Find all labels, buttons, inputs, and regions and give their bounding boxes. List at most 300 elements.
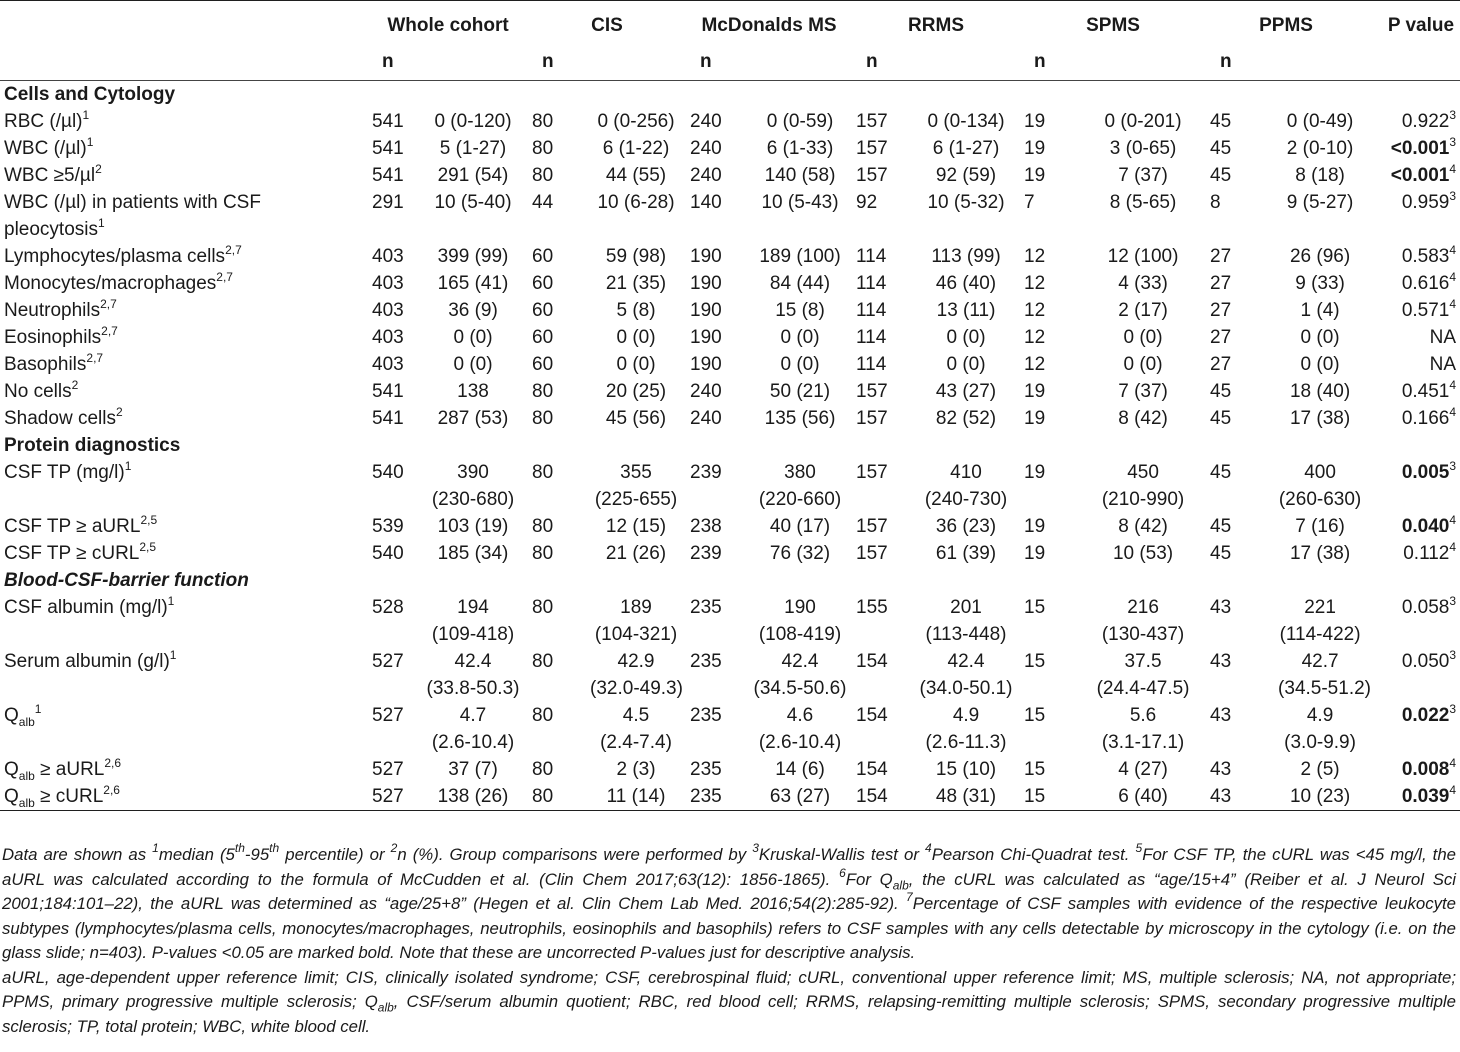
p-value-sup: 4 (1449, 242, 1457, 257)
n-cell: 80 (532, 651, 554, 672)
value-cell: 0 (0-256) (597, 111, 675, 132)
value-cell: 9 (33) (1295, 273, 1345, 294)
row-label-rest: ≥ cURL (34, 786, 104, 807)
p-value-sup: 3 (1449, 701, 1457, 716)
n-cell: 19 (1024, 543, 1046, 564)
row-label-text: Q (4, 759, 19, 780)
table-row (0, 405, 1460, 432)
value-cell: 0 (0) (946, 354, 986, 375)
n-cell: 240 (690, 165, 722, 186)
value-median: 221 (1304, 597, 1336, 618)
row-label-sup: 2 (115, 404, 123, 419)
value-cell: 21 (26) (605, 543, 667, 564)
row-label-sub: alb (18, 768, 35, 783)
value-cell: 7 (37) (1118, 381, 1168, 402)
value-cell: 10 (6-28) (597, 192, 675, 213)
n-cell: 539 (372, 516, 404, 537)
value-cell: 2 (5) (1300, 759, 1340, 780)
n-cell: 19 (1024, 138, 1046, 159)
row-label-text: Basophils (4, 354, 87, 375)
n-cell: 190 (690, 246, 722, 267)
n-cell: 157 (856, 381, 888, 402)
p-value-sup: 4 (1449, 539, 1457, 554)
n-cell: 235 (690, 759, 722, 780)
value-cell (1274, 594, 1366, 648)
value-median: 201 (950, 597, 982, 618)
n-cell: 15 (1024, 597, 1046, 618)
n-cell: 528 (372, 597, 404, 618)
value-cell (748, 594, 852, 648)
value-cell (748, 702, 852, 756)
value-median: 390 (457, 462, 489, 483)
value-cell (1274, 702, 1366, 756)
header-blank (418, 50, 528, 81)
row-label-sub: alb (18, 795, 35, 810)
value-range: (260-630) (1278, 489, 1362, 510)
p-value-text: NA (1429, 354, 1457, 375)
row-label-eos (0, 324, 368, 351)
table-row (0, 162, 1460, 189)
row-label-rest: ≥ aURL (34, 759, 105, 780)
value-cell: 4 (27) (1118, 759, 1168, 780)
n-cell: 80 (528, 783, 586, 811)
value-cell: 135 (56) (764, 408, 836, 429)
n-cell: 15 (1020, 783, 1080, 811)
n-cell: 45 (1210, 408, 1232, 429)
value-median: 216 (1127, 597, 1159, 618)
value-cell: 5 (8) (616, 300, 656, 321)
row-label-sup: 1 (98, 215, 105, 230)
value-median: 4.7 (459, 705, 487, 726)
value-cell: 43 (27) (935, 381, 997, 402)
value-cell: 76 (32) (769, 543, 831, 564)
value-cell: 6 (1-27) (932, 138, 1000, 159)
value-cell: 0 (0) (946, 327, 986, 348)
n-cell: 140 (690, 192, 722, 213)
row-label-baso (0, 351, 368, 378)
row-label-seralb (0, 648, 368, 702)
row-label-sup: 2,7 (101, 323, 118, 338)
n-cell: 240 (690, 138, 722, 159)
value-cell: 61 (39) (935, 543, 997, 564)
p-value-mono (1366, 270, 1460, 297)
p-value-text: <0.001 (1390, 165, 1450, 186)
p-value-text: 0.571 (1401, 300, 1450, 321)
p-value-tp (1366, 459, 1460, 513)
value-cell (1080, 459, 1206, 513)
value-cell: 21 (35) (605, 273, 667, 294)
value-range: (225-655) (594, 489, 678, 510)
value-cell: 0 (0) (1300, 327, 1340, 348)
value-range: (114-422) (1279, 624, 1361, 645)
p-value-text: 0.959 (1401, 192, 1450, 213)
footnote-methods: Data are shown as $^1$median (5th-95th percentile) or $^2$n (%). Group comparisons were performed by $^3$Kruskal-Wallis test or $^4$Pearson Chi-Quadrat test. $^5$For CSF TP, the cURL was <45 mg/l, the aURL was calculated according to the formula of McCudden et al. (Clin Chem 2017;63(12): 1856-1865). $^6$For $Q_{alb}$, the cURL was calculated as “age/15+4” (Reiber et al. J Neurol Sci 2001;184:101–22), the aURL was determined as “age/25+8” (Hegen et al. Clin Chem Lab Med. 2016;54(2):285-92). $^7$Percentage of CSF samples with evidence of the respective leukocyte subtypes (lymphocytes/plasma cells, monocytes/macrophages, neutrophils, eosinophils and basophils) refers to CSF samples with any cells detectable by microscopy in the cytology (i.e. on the glass slide; n=403). P-values <0.05 are marked bold. Note that these are uncorrected P-values just for descriptive analysis. (2, 841, 1457, 962)
row-label-sup: 2,5 (139, 539, 157, 554)
row-label-sub: alb (18, 714, 35, 729)
value-cell: 287 (53) (437, 408, 509, 429)
value-range: (2.4-7.4) (600, 732, 672, 753)
value-cell: 7 (37) (1118, 165, 1168, 186)
n-cell: 15 (1024, 759, 1046, 780)
row-label-sup: 1 (167, 593, 175, 608)
value-cell: 8 (42) (1118, 516, 1168, 537)
header-n: n (686, 50, 748, 81)
n-cell: 403 (372, 246, 404, 267)
row-label-sup: 1 (169, 647, 177, 662)
value-range: (109-418) (431, 624, 515, 645)
n-cell: 238 (690, 516, 722, 537)
p-value-text: 0.166 (1401, 408, 1450, 429)
value-range: (2.6-10.4) (758, 732, 842, 753)
value-cell: 63 (27) (748, 783, 852, 811)
p-value-sup: 4 (1449, 782, 1457, 797)
value-cell (748, 459, 852, 513)
n-cell: 12 (1024, 327, 1046, 348)
p-value-wbcp (1366, 189, 1460, 243)
row-label-sup: 2 (71, 377, 79, 392)
value-range: (130-437) (1101, 624, 1185, 645)
row-label-text: CSF TP ≥ cURL (4, 543, 140, 564)
value-cell: 6 (40) (1080, 783, 1206, 811)
n-cell: 154 (852, 783, 912, 811)
value-cell: 0 (0-120) (434, 111, 512, 132)
row-label-sup: 1 (82, 107, 90, 122)
row-label-sup: 1 (86, 134, 94, 149)
value-cell (912, 702, 1020, 756)
n-cell: 15 (1024, 705, 1046, 726)
footnote-abbreviations: aURL, age-dependent upper reference limit; CIS, clinically isolated syndrome; CSF, cerebrospinal fluid; cURL, conventional upper reference limit; MS, multiple sclerosis; NA, not appropriate; PPMS, primary progressive multiple sclerosis; $Q_{alb}$, CSF/serum albumin quotient; RBC, red blood cell; RRMS, relapsing-remitting multiple sclerosis; SPMS, secondary progressive multiple sclerosis; TP, total protein; WBC, white blood cell. (2, 967, 1456, 1036)
n-cell: 12 (1024, 354, 1046, 375)
value-range: (220-660) (758, 489, 842, 510)
p-value-eos (1366, 324, 1460, 351)
n-cell: 235 (690, 597, 722, 618)
table-row (0, 648, 1460, 702)
value-cell (1080, 594, 1206, 648)
table-row (0, 135, 1460, 162)
n-cell: 45 (1210, 462, 1232, 483)
row-label-text: Eosinophils (4, 327, 102, 348)
n-cell: 190 (690, 327, 722, 348)
value-cell: 37 (7) (448, 759, 498, 780)
n-cell: 45 (1210, 543, 1232, 564)
row-label-tpa (0, 513, 368, 540)
n-cell: 154 (856, 651, 888, 672)
n-cell: 19 (1024, 408, 1046, 429)
header-blank (1080, 50, 1206, 81)
header-group-3: McDonalds MS (686, 1, 852, 51)
value-cell: 44 (55) (605, 165, 667, 186)
n-cell: 240 (690, 381, 722, 402)
value-cell: 36 (9) (448, 300, 498, 321)
table-row (0, 297, 1460, 324)
p-value-neut (1366, 297, 1460, 324)
header-n: n (852, 50, 912, 81)
n-cell: 45 (1210, 381, 1232, 402)
value-cell: 14 (6) (775, 759, 825, 780)
value-cell (912, 459, 1020, 513)
value-cell: 2 (3) (616, 759, 656, 780)
p-value-shadow (1366, 405, 1460, 432)
n-cell: 541 (372, 111, 404, 132)
p-value-sup: 4 (1449, 296, 1457, 311)
n-cell: 60 (532, 273, 554, 294)
p-value-qalb (1366, 702, 1460, 756)
row-label-sup: 2,7 (100, 296, 117, 311)
n-cell: 80 (532, 111, 554, 132)
p-value-baso (1366, 351, 1460, 378)
row-label-sup: 1 (124, 458, 132, 473)
n-cell: 235 (690, 705, 722, 726)
p-value-wbc (1366, 135, 1460, 162)
n-cell: 19 (1024, 462, 1046, 483)
n-cell: 60 (532, 300, 554, 321)
n-cell: 80 (532, 462, 554, 483)
row-label-sup: 2,7 (216, 269, 233, 284)
value-cell: 11 (14) (586, 783, 686, 811)
n-cell: 27 (1210, 354, 1232, 375)
n-cell: 27 (1210, 273, 1232, 294)
value-median: 4.6 (786, 705, 814, 726)
row-label-text: WBC (/µl) (4, 138, 87, 159)
row-label-lymph (0, 243, 368, 270)
n-cell: 7 (1024, 192, 1035, 213)
n-cell: 60 (532, 327, 554, 348)
n-cell: 154 (856, 705, 888, 726)
n-cell: 12 (1024, 246, 1046, 267)
value-range: (34.5-51.2) (1278, 678, 1371, 699)
table-row (0, 783, 1460, 811)
value-cell: 10 (5-43) (761, 192, 839, 213)
row-label-sup: 2,6 (103, 782, 120, 797)
n-cell: 403 (372, 354, 404, 375)
p-value-tpa (1366, 513, 1460, 540)
n-cell: 27 (1210, 246, 1232, 267)
n-cell: 44 (532, 192, 554, 213)
n-cell: 235 (686, 783, 748, 811)
row-label-wbcp (0, 189, 368, 243)
n-cell: 190 (690, 300, 722, 321)
row-label-tpc (0, 540, 368, 567)
n-cell: 239 (690, 462, 722, 483)
row-label-shadow (0, 405, 368, 432)
row-label-sup: 2,6 (104, 755, 122, 770)
value-cell: 82 (52) (935, 408, 997, 429)
row-label-sup: 2 (95, 161, 102, 176)
value-median: 190 (784, 597, 816, 618)
n-cell: 527 (372, 705, 404, 726)
value-range: (240-730) (924, 489, 1008, 510)
header-group-2: CIS (528, 1, 686, 51)
header-blank (1366, 50, 1460, 81)
value-cell: 8 (5-65) (1109, 192, 1177, 213)
p-value-sup: 4 (1449, 404, 1457, 419)
value-median: 37.5 (1124, 651, 1162, 672)
n-cell: 114 (856, 354, 887, 375)
value-cell (912, 594, 1020, 648)
value-range: (104-321) (594, 624, 678, 645)
section-barrier-function: Blood-CSF-barrier function (4, 570, 249, 591)
n-cell: 27 (1210, 327, 1232, 348)
p-value-text: 0.058 (1401, 597, 1450, 618)
table-row (0, 594, 1460, 648)
value-cell (912, 648, 1020, 702)
n-cell: 45 (1210, 138, 1232, 159)
value-cell: 2 (0-10) (1286, 138, 1354, 159)
value-cell: 13 (11) (936, 300, 996, 321)
n-cell: 541 (372, 138, 404, 159)
p-value-text: 0.050 (1401, 651, 1450, 672)
row-label-text: Shadow cells (4, 408, 116, 429)
value-cell: 15 (10) (935, 759, 997, 780)
header-n: n (368, 50, 418, 81)
value-cell: 5 (1-27) (439, 138, 507, 159)
table-row (0, 189, 1460, 243)
n-cell: 80 (532, 165, 554, 186)
row-label-text: Q (4, 705, 19, 726)
n-cell: 114 (856, 327, 887, 348)
n-cell: 240 (690, 408, 722, 429)
p-value-sup: 3 (1449, 134, 1457, 149)
value-cell (418, 648, 528, 702)
n-cell: 80 (532, 381, 554, 402)
n-cell: 80 (532, 759, 554, 780)
table-row (0, 351, 1460, 378)
n-cell: 43 (1210, 759, 1232, 780)
value-cell (1080, 702, 1206, 756)
p-value-qa (1366, 756, 1460, 783)
n-cell: 235 (690, 651, 722, 672)
n-cell: 19 (1024, 111, 1046, 132)
p-value-text: 0.040 (1401, 516, 1450, 537)
value-cell: 10 (5-32) (927, 192, 1005, 213)
row-label-wbc5 (0, 162, 368, 189)
header-blank (586, 50, 686, 81)
value-range: (108-419) (758, 624, 842, 645)
value-range: (230-680) (431, 489, 515, 510)
value-median: 42.4 (454, 651, 492, 672)
value-cell: 3 (0-65) (1109, 138, 1177, 159)
value-cell: 7 (16) (1295, 516, 1345, 537)
p-value-qc (1366, 783, 1460, 811)
n-cell: 157 (856, 516, 888, 537)
header-blank (0, 1, 368, 51)
n-cell: 403 (372, 327, 404, 348)
row-label-text: No cells (4, 381, 72, 402)
n-cell: 43 (1210, 597, 1232, 618)
value-cell (1080, 648, 1206, 702)
value-cell: 0 (0) (780, 354, 820, 375)
n-cell: 19 (1024, 165, 1046, 186)
n-cell: 60 (532, 354, 554, 375)
value-cell: 0 (0) (616, 327, 656, 348)
row-label-qc (0, 783, 368, 811)
n-cell: 157 (856, 462, 888, 483)
value-median: 380 (784, 462, 816, 483)
n-cell: 114 (856, 246, 887, 267)
value-cell: 138 (26) (418, 783, 528, 811)
value-cell: 189 (100) (759, 246, 841, 267)
value-cell: 50 (21) (769, 381, 831, 402)
row-label-text: CSF albumin (mg/l) (4, 597, 168, 618)
value-cell: 92 (59) (935, 165, 997, 186)
value-cell: 0 (0) (453, 354, 493, 375)
header-blank (912, 50, 1020, 81)
value-cell: 1 (4) (1300, 300, 1340, 321)
value-range: (3.1-17.1) (1101, 732, 1185, 753)
n-cell: 45 (1210, 111, 1232, 132)
table-row (0, 459, 1460, 513)
p-value-text: 0.039 (1401, 786, 1450, 807)
value-cell: 10 (5-40) (434, 192, 512, 213)
value-cell: 0 (0) (453, 327, 493, 348)
n-cell: 239 (690, 543, 722, 564)
p-value-text: 0.583 (1401, 246, 1450, 267)
table-row (0, 243, 1460, 270)
p-value-text: 0.008 (1401, 759, 1450, 780)
value-median: 194 (457, 597, 489, 618)
p-value-text: 0.922 (1401, 111, 1450, 132)
value-cell: 48 (31) (912, 783, 1020, 811)
row-label-text: RBC (/µl) (4, 111, 83, 132)
value-cell (586, 702, 686, 756)
n-cell: 157 (856, 138, 888, 159)
p-value-text: 0.022 (1401, 705, 1450, 726)
value-cell: 0 (0-134) (927, 111, 1005, 132)
n-cell: 43 (1210, 705, 1232, 726)
row-label-text: WBC ≥5/µl (4, 165, 96, 186)
header-blank (0, 50, 368, 81)
value-cell: 0 (0) (1123, 327, 1163, 348)
value-cell: 40 (17) (769, 516, 831, 537)
table-row (0, 324, 1460, 351)
value-median: 189 (620, 597, 652, 618)
value-range: (2.6-10.4) (431, 732, 515, 753)
value-cell: 10 (53) (1112, 543, 1174, 564)
section-protein-diagnostics: Protein diagnostics (4, 435, 181, 456)
value-cell (748, 648, 852, 702)
n-cell: 43 (1210, 651, 1232, 672)
row-label-rbc (0, 108, 368, 135)
p-value-sup: 3 (1449, 458, 1457, 473)
value-cell: 9 (5-27) (1286, 192, 1354, 213)
value-cell: 8 (42) (1118, 408, 1168, 429)
value-median: 410 (950, 462, 982, 483)
value-cell: 291 (54) (437, 165, 509, 186)
row-label-text: CSF TP (mg/l) (4, 462, 125, 483)
value-cell: 140 (58) (764, 165, 836, 186)
p-value-text: 0.112 (1403, 543, 1450, 564)
n-cell: 157 (856, 408, 888, 429)
value-cell: 0 (0) (1300, 354, 1340, 375)
table-row (0, 270, 1460, 297)
p-value-text: <0.001 (1390, 138, 1450, 159)
table-row (0, 756, 1460, 783)
p-value-lymph (1366, 243, 1460, 270)
row-label-line2: pleocytosis$^1$ (4, 215, 105, 240)
p-value-sup: 4 (1449, 512, 1457, 527)
n-cell: 403 (372, 300, 404, 321)
value-median: 42.9 (617, 651, 655, 672)
p-value-sup: 4 (1449, 377, 1457, 392)
p-value-sup: 3 (1449, 107, 1457, 122)
value-cell: 15 (8) (775, 300, 825, 321)
p-value-sup: 4 (1449, 161, 1457, 176)
header-n: n (1020, 50, 1080, 81)
value-cell: 0 (0-49) (1286, 111, 1354, 132)
value-cell: 12 (15) (605, 516, 667, 537)
p-value-sup: 3 (1449, 188, 1457, 203)
value-median: 4.9 (1306, 705, 1334, 726)
